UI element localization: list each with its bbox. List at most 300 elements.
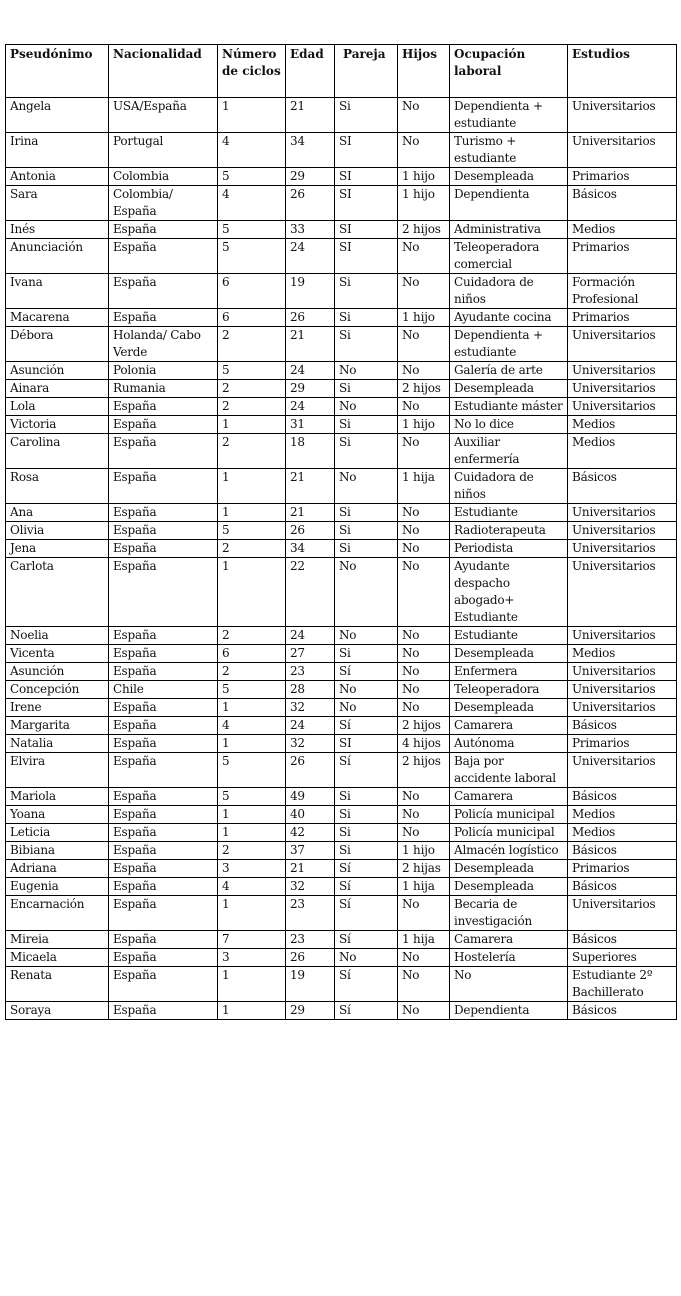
table-row [6, 1002, 677, 1020]
table-row [6, 398, 677, 416]
cell-pareja: Si [335, 842, 398, 860]
cell-estudios: Universitarios [568, 133, 677, 168]
table-row [6, 896, 677, 931]
cell-edad: 34 [286, 133, 335, 168]
cell-hijos: No [398, 681, 450, 699]
cell-ocupacion: Estudiante [450, 504, 568, 522]
cell-hijos: No [398, 967, 450, 1002]
cell-edad: 32 [286, 735, 335, 753]
cell-ocupacion: Administrativa [450, 221, 568, 239]
cell-ocupacion: Desempleada [450, 860, 568, 878]
table-row [6, 362, 677, 380]
cell-hijos: No [398, 522, 450, 540]
cell-edad: 31 [286, 416, 335, 434]
cell-estudios: Básicos [568, 878, 677, 896]
cell-nacionalidad: España [109, 469, 218, 504]
cell-edad: 29 [286, 380, 335, 398]
cell-pseudonimo: Elvira [6, 753, 109, 788]
cell-pareja: Si [335, 380, 398, 398]
table-row [6, 186, 677, 221]
cell-pareja: Si [335, 824, 398, 842]
cell-edad: 26 [286, 522, 335, 540]
table-row [6, 931, 677, 949]
cell-pseudonimo: Mariola [6, 788, 109, 806]
cell-edad: 26 [286, 753, 335, 788]
cell-hijos: 1 hija [398, 931, 450, 949]
table-row [6, 699, 677, 717]
cell-ciclos: 6 [218, 645, 286, 663]
cell-estudios: Básicos [568, 931, 677, 949]
cell-estudios: Primarios [568, 860, 677, 878]
cell-pseudonimo: Inés [6, 221, 109, 239]
cell-edad: 24 [286, 239, 335, 274]
table-row [6, 681, 677, 699]
table-row [6, 434, 677, 469]
table-row [6, 168, 677, 186]
cell-ocupacion: Galería de arte [450, 362, 568, 380]
cell-edad: 49 [286, 788, 335, 806]
table-row [6, 327, 677, 362]
cell-ocupacion: No [450, 967, 568, 1002]
cell-nacionalidad: España [109, 735, 218, 753]
cell-ocupacion: Desempleada [450, 699, 568, 717]
cell-edad: 19 [286, 274, 335, 309]
cell-nacionalidad: España [109, 398, 218, 416]
cell-edad: 21 [286, 504, 335, 522]
cell-edad: 28 [286, 681, 335, 699]
cell-ocupacion: Enfermera [450, 663, 568, 681]
cell-pseudonimo: Micaela [6, 949, 109, 967]
table-row [6, 98, 677, 133]
cell-ocupacion: Auxiliar enfermería [450, 434, 568, 469]
cell-nacionalidad: España [109, 239, 218, 274]
cell-pareja: SI [335, 239, 398, 274]
cell-pseudonimo: Yoana [6, 806, 109, 824]
cell-nacionalidad: España [109, 274, 218, 309]
cell-ocupacion: Ayudante cocina [450, 309, 568, 327]
cell-edad: 26 [286, 949, 335, 967]
cell-pseudonimo: Sara [6, 186, 109, 221]
cell-ciclos: 5 [218, 788, 286, 806]
cell-edad: 19 [286, 967, 335, 1002]
cell-nacionalidad: Polonia [109, 362, 218, 380]
cell-hijos: No [398, 949, 450, 967]
cell-nacionalidad: Colombia/ España [109, 186, 218, 221]
cell-ocupacion: Radioterapeuta [450, 522, 568, 540]
cell-edad: 21 [286, 469, 335, 504]
cell-hijos: 2 hijas [398, 860, 450, 878]
cell-ocupacion: Camarera [450, 717, 568, 735]
cell-pseudonimo: Noelia [6, 627, 109, 645]
cell-ciclos: 2 [218, 540, 286, 558]
cell-hijos: 4 hijos [398, 735, 450, 753]
cell-ciclos: 2 [218, 434, 286, 469]
table-row [6, 717, 677, 735]
cell-edad: 21 [286, 327, 335, 362]
table-row [6, 860, 677, 878]
cell-pareja: SI [335, 221, 398, 239]
cell-nacionalidad: España [109, 824, 218, 842]
cell-estudios: Básicos [568, 717, 677, 735]
cell-pseudonimo: Ainara [6, 380, 109, 398]
cell-nacionalidad: España [109, 896, 218, 931]
cell-nacionalidad: España [109, 434, 218, 469]
cell-estudios: Medios [568, 824, 677, 842]
cell-ocupacion: Desempleada [450, 168, 568, 186]
cell-ciclos: 1 [218, 558, 286, 627]
cell-pseudonimo: Carlota [6, 558, 109, 627]
cell-nacionalidad: España [109, 967, 218, 1002]
cell-ocupacion: Ayudante despacho abogado+ Estudiante [450, 558, 568, 627]
cell-edad: 24 [286, 398, 335, 416]
cell-nacionalidad: España [109, 504, 218, 522]
cell-estudios: Universitarios [568, 540, 677, 558]
cell-ciclos: 5 [218, 753, 286, 788]
table-row [6, 663, 677, 681]
cell-estudios: Universitarios [568, 627, 677, 645]
cell-ciclos: 5 [218, 239, 286, 274]
cell-edad: 26 [286, 309, 335, 327]
cell-ocupacion: Dependienta + estudiante [450, 98, 568, 133]
cell-nacionalidad: España [109, 645, 218, 663]
cell-pareja: Sí [335, 931, 398, 949]
cell-nacionalidad: España [109, 309, 218, 327]
header-edad: Edad [286, 45, 335, 98]
header-pseudonimo: Pseudónimo [6, 45, 109, 98]
cell-pseudonimo: Concepción [6, 681, 109, 699]
cell-pseudonimo: Encarnación [6, 896, 109, 931]
table-row [6, 416, 677, 434]
cell-hijos: No [398, 434, 450, 469]
cell-edad: 18 [286, 434, 335, 469]
cell-ciclos: 1 [218, 735, 286, 753]
cell-ocupacion: Dependienta [450, 1002, 568, 1020]
table-row [6, 788, 677, 806]
cell-hijos: 1 hijo [398, 186, 450, 221]
cell-estudios: Primarios [568, 239, 677, 274]
cell-hijos: 2 hijos [398, 717, 450, 735]
cell-pareja: No [335, 469, 398, 504]
cell-pseudonimo: Bibiana [6, 842, 109, 860]
cell-edad: 29 [286, 1002, 335, 1020]
cell-pseudonimo: Rosa [6, 469, 109, 504]
cell-hijos: 2 hijos [398, 753, 450, 788]
cell-edad: 32 [286, 699, 335, 717]
cell-ciclos: 4 [218, 186, 286, 221]
cell-hijos: No [398, 627, 450, 645]
cell-pseudonimo: Vicenta [6, 645, 109, 663]
cell-hijos: No [398, 327, 450, 362]
cell-pseudonimo: Ana [6, 504, 109, 522]
cell-hijos: No [398, 645, 450, 663]
cell-ocupacion: Cuidadora de niños [450, 469, 568, 504]
cell-edad: 26 [286, 186, 335, 221]
cell-hijos: No [398, 504, 450, 522]
cell-ocupacion: Periodista [450, 540, 568, 558]
cell-hijos: No [398, 274, 450, 309]
cell-pareja: No [335, 362, 398, 380]
cell-pseudonimo: Olivia [6, 522, 109, 540]
table-row [6, 627, 677, 645]
cell-pareja: No [335, 699, 398, 717]
cell-estudios: Básicos [568, 788, 677, 806]
cell-ciclos: 7 [218, 931, 286, 949]
cell-estudios: Universitarios [568, 398, 677, 416]
cell-nacionalidad: España [109, 806, 218, 824]
cell-edad: 32 [286, 878, 335, 896]
cell-ocupacion: Teleoperadora [450, 681, 568, 699]
cell-edad: 29 [286, 168, 335, 186]
table-row [6, 806, 677, 824]
table-row [6, 753, 677, 788]
cell-pareja: SI [335, 735, 398, 753]
cell-ciclos: 1 [218, 1002, 286, 1020]
cell-edad: 23 [286, 896, 335, 931]
cell-ciclos: 3 [218, 949, 286, 967]
table-row [6, 824, 677, 842]
cell-ciclos: 4 [218, 878, 286, 896]
table-row [6, 274, 677, 309]
cell-ciclos: 4 [218, 133, 286, 168]
cell-estudios: Universitarios [568, 380, 677, 398]
cell-hijos: 1 hijo [398, 416, 450, 434]
cell-nacionalidad: Chile [109, 681, 218, 699]
cell-edad: 21 [286, 860, 335, 878]
cell-estudios: Básicos [568, 186, 677, 221]
cell-pseudonimo: Irene [6, 699, 109, 717]
cell-pareja: Sí [335, 753, 398, 788]
cell-pseudonimo: Angela [6, 98, 109, 133]
header-pareja: Pareja [335, 45, 398, 98]
cell-ciclos: 1 [218, 967, 286, 1002]
cell-pareja: No [335, 681, 398, 699]
cell-hijos: No [398, 896, 450, 931]
cell-nacionalidad: USA/España [109, 98, 218, 133]
cell-nacionalidad: Rumania [109, 380, 218, 398]
cell-pareja: Sí [335, 663, 398, 681]
cell-pareja: No [335, 627, 398, 645]
cell-ciclos: 1 [218, 699, 286, 717]
cell-pareja: Sí [335, 1002, 398, 1020]
table-row [6, 239, 677, 274]
cell-pseudonimo: Natalia [6, 735, 109, 753]
cell-hijos: No [398, 788, 450, 806]
header-row [6, 45, 677, 98]
cell-estudios: Primarios [568, 168, 677, 186]
cell-pseudonimo: Jena [6, 540, 109, 558]
cell-pareja: Si [335, 522, 398, 540]
cell-pseudonimo: Soraya [6, 1002, 109, 1020]
table-row [6, 469, 677, 504]
cell-nacionalidad: España [109, 1002, 218, 1020]
table-row [6, 735, 677, 753]
cell-edad: 23 [286, 931, 335, 949]
cell-ocupacion: Almacén logístico [450, 842, 568, 860]
cell-pareja: No [335, 558, 398, 627]
cell-estudios: Universitarios [568, 362, 677, 380]
cell-estudios: Universitarios [568, 663, 677, 681]
cell-pareja: Sí [335, 878, 398, 896]
cell-estudios: Universitarios [568, 558, 677, 627]
cell-estudios: Universitarios [568, 504, 677, 522]
participants-table [5, 44, 677, 1020]
cell-ciclos: 1 [218, 416, 286, 434]
cell-ciclos: 1 [218, 896, 286, 931]
cell-edad: 42 [286, 824, 335, 842]
cell-estudios: Estudiante 2º Bachillerato [568, 967, 677, 1002]
cell-hijos: No [398, 1002, 450, 1020]
cell-pareja: Sí [335, 860, 398, 878]
cell-ciclos: 6 [218, 309, 286, 327]
cell-nacionalidad: España [109, 558, 218, 627]
cell-ciclos: 3 [218, 860, 286, 878]
cell-pareja: SI [335, 168, 398, 186]
cell-edad: 40 [286, 806, 335, 824]
cell-hijos: 1 hija [398, 469, 450, 504]
cell-ciclos: 5 [218, 168, 286, 186]
cell-estudios: Formación Profesional [568, 274, 677, 309]
header-hijos: Hijos [398, 45, 450, 98]
table-row [6, 842, 677, 860]
cell-ciclos: 2 [218, 327, 286, 362]
cell-ocupacion: Camarera [450, 788, 568, 806]
cell-estudios: Medios [568, 806, 677, 824]
cell-hijos: No [398, 558, 450, 627]
cell-nacionalidad: España [109, 788, 218, 806]
table-row [6, 949, 677, 967]
header-numero-ciclos: Número de ciclos [218, 45, 286, 98]
cell-pareja: Si [335, 788, 398, 806]
cell-ciclos: 2 [218, 380, 286, 398]
cell-pseudonimo: Débora [6, 327, 109, 362]
cell-ciclos: 1 [218, 504, 286, 522]
cell-ocupacion: Turismo + estudiante [450, 133, 568, 168]
cell-ciclos: 1 [218, 469, 286, 504]
cell-hijos: 1 hija [398, 878, 450, 896]
cell-pseudonimo: Antonia [6, 168, 109, 186]
cell-ocupacion: Dependienta [450, 186, 568, 221]
cell-pareja: Sí [335, 967, 398, 1002]
table-row [6, 522, 677, 540]
cell-nacionalidad: España [109, 878, 218, 896]
table-row [6, 504, 677, 522]
cell-hijos: No [398, 133, 450, 168]
cell-hijos: 2 hijos [398, 221, 450, 239]
table-row [6, 133, 677, 168]
cell-ocupacion: Dependienta + estudiante [450, 327, 568, 362]
cell-pseudonimo: Lola [6, 398, 109, 416]
cell-estudios: Medios [568, 645, 677, 663]
cell-estudios: Universitarios [568, 896, 677, 931]
header-ocupacion: Ocupación laboral [450, 45, 568, 98]
cell-estudios: Básicos [568, 469, 677, 504]
cell-nacionalidad: Colombia [109, 168, 218, 186]
cell-pareja: Si [335, 98, 398, 133]
cell-estudios: Primarios [568, 309, 677, 327]
cell-nacionalidad: España [109, 753, 218, 788]
cell-estudios: Universitarios [568, 753, 677, 788]
cell-pseudonimo: Irina [6, 133, 109, 168]
cell-edad: 37 [286, 842, 335, 860]
cell-pareja: Sí [335, 717, 398, 735]
cell-ciclos: 2 [218, 842, 286, 860]
cell-edad: 23 [286, 663, 335, 681]
cell-nacionalidad: España [109, 949, 218, 967]
cell-hijos: 2 hijos [398, 380, 450, 398]
cell-pareja: Sí [335, 896, 398, 931]
cell-edad: 24 [286, 627, 335, 645]
cell-pseudonimo: Asunción [6, 362, 109, 380]
cell-pseudonimo: Macarena [6, 309, 109, 327]
cell-hijos: 1 hijo [398, 309, 450, 327]
cell-ocupacion: Autónoma [450, 735, 568, 753]
cell-estudios: Universitarios [568, 98, 677, 133]
cell-edad: 22 [286, 558, 335, 627]
cell-ocupacion: Desempleada [450, 878, 568, 896]
cell-pareja: Si [335, 540, 398, 558]
cell-pareja: No [335, 949, 398, 967]
cell-ciclos: 5 [218, 221, 286, 239]
table-row [6, 558, 677, 627]
table-row [6, 967, 677, 1002]
cell-pseudonimo: Ivana [6, 274, 109, 309]
cell-ocupacion: Policía municipal [450, 806, 568, 824]
cell-ciclos: 1 [218, 98, 286, 133]
cell-estudios: Universitarios [568, 681, 677, 699]
cell-estudios: Universitarios [568, 699, 677, 717]
cell-ciclos: 5 [218, 681, 286, 699]
cell-ciclos: 5 [218, 362, 286, 380]
cell-estudios: Universitarios [568, 327, 677, 362]
cell-edad: 34 [286, 540, 335, 558]
cell-ciclos: 6 [218, 274, 286, 309]
cell-pseudonimo: Renata [6, 967, 109, 1002]
table-row [6, 540, 677, 558]
cell-estudios: Medios [568, 416, 677, 434]
cell-ocupacion: No lo dice [450, 416, 568, 434]
cell-ciclos: 1 [218, 806, 286, 824]
cell-ocupacion: Camarera [450, 931, 568, 949]
table-row [6, 309, 677, 327]
cell-pseudonimo: Adriana [6, 860, 109, 878]
table-row [6, 645, 677, 663]
cell-ocupacion: Desempleada [450, 380, 568, 398]
cell-estudios: Medios [568, 434, 677, 469]
cell-edad: 24 [286, 717, 335, 735]
cell-nacionalidad: España [109, 717, 218, 735]
cell-pareja: Si [335, 806, 398, 824]
cell-ocupacion: Cuidadora de niños [450, 274, 568, 309]
cell-estudios: Básicos [568, 842, 677, 860]
cell-pareja: Si [335, 309, 398, 327]
cell-nacionalidad: España [109, 522, 218, 540]
cell-estudios: Básicos [568, 1002, 677, 1020]
cell-ciclos: 5 [218, 522, 286, 540]
cell-nacionalidad: España [109, 931, 218, 949]
cell-ocupacion: Hostelería [450, 949, 568, 967]
cell-pareja: Si [335, 645, 398, 663]
cell-hijos: No [398, 398, 450, 416]
cell-pareja: Si [335, 416, 398, 434]
cell-nacionalidad: España [109, 221, 218, 239]
cell-ocupacion: Teleoperadora comercial [450, 239, 568, 274]
cell-nacionalidad: España [109, 663, 218, 681]
cell-hijos: No [398, 824, 450, 842]
cell-ciclos: 4 [218, 717, 286, 735]
cell-pseudonimo: Leticia [6, 824, 109, 842]
cell-ciclos: 2 [218, 663, 286, 681]
cell-pseudonimo: Anunciación [6, 239, 109, 274]
